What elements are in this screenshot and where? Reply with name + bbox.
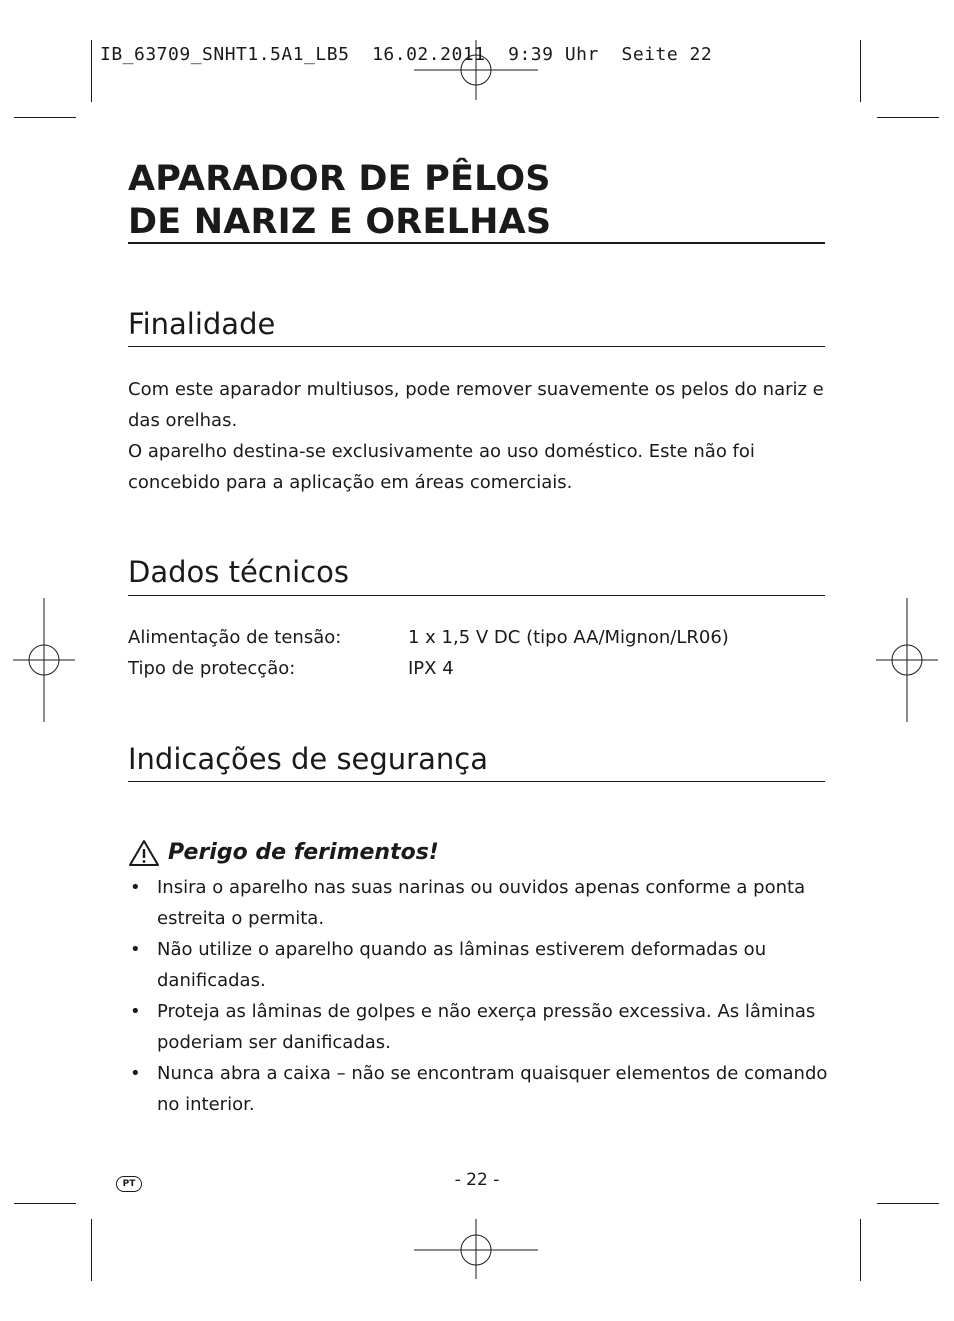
language-badge: PT — [116, 1176, 142, 1192]
page-title-line-1: APARADOR DE PÊLOS — [128, 159, 551, 199]
page-title-line-2: DE NARIZ E ORELHAS — [128, 202, 552, 242]
finalidade-paragraph-1: Com este aparador multiusos, pode remover suavemente os pelos do nariz e das orelhas. — [128, 379, 824, 431]
warning-text: Perigo de ferimentos! — [168, 840, 439, 865]
list-item: • Proteja as lâminas de golpes e não exerça pressão excessiva. As lâminas poderiam ser danificadas. — [128, 996, 828, 1058]
registration-mark-bottom — [414, 1219, 538, 1281]
section-heading-finalidade: Finalidade — [128, 307, 276, 341]
page-number: - 22 - — [454, 1170, 500, 1190]
list-item: • Insira o aparelho nas suas narinas ou ouvidos apenas conforme a ponta estreita o permita. — [128, 872, 828, 934]
page-title — [128, 158, 551, 244]
spec-label-power: Alimentação de tensão: — [128, 627, 342, 648]
safety-list — [128, 872, 828, 1120]
spec-value-power: 1 x 1,5 V DC (tipo AA/Mignon/LR06) — [408, 627, 729, 648]
registration-mark-top — [414, 38, 538, 100]
section-heading-dados-tecnicos: Dados técnicos — [128, 555, 349, 589]
title-rule — [128, 242, 825, 244]
list-item: • Nunca abra a caixa – não se encontram quaisquer elementos de comando no interior. — [128, 1058, 828, 1120]
finalidade-text — [128, 374, 828, 498]
registration-mark-right — [876, 598, 940, 722]
spec-label-protection: Tipo de protecção: — [128, 658, 296, 679]
printer-slug: IB_63709_SNHT1.5A1_LB5 16.02.2011 9:39 Uhr Seite 22 — [100, 44, 713, 65]
finalidade-paragraph-2: O aparelho destina-se exclusivamente ao uso doméstico. Este não foi concebido para a aplicação em áreas comerciais. — [128, 441, 755, 493]
warning-heading — [128, 836, 439, 870]
section-rule-finalidade — [128, 346, 825, 347]
list-item: • Não utilize o aparelho quando as lâminas estiverem deformadas ou danificadas. — [128, 934, 828, 996]
spec-value-protection: IPX 4 — [408, 658, 454, 679]
section-heading-seguranca: Indicações de segurança — [128, 742, 488, 776]
warning-triangle-icon — [128, 839, 160, 867]
registration-mark-left — [13, 598, 77, 722]
section-rule-seguranca — [128, 781, 825, 782]
section-rule-dados-tecnicos — [128, 595, 825, 596]
